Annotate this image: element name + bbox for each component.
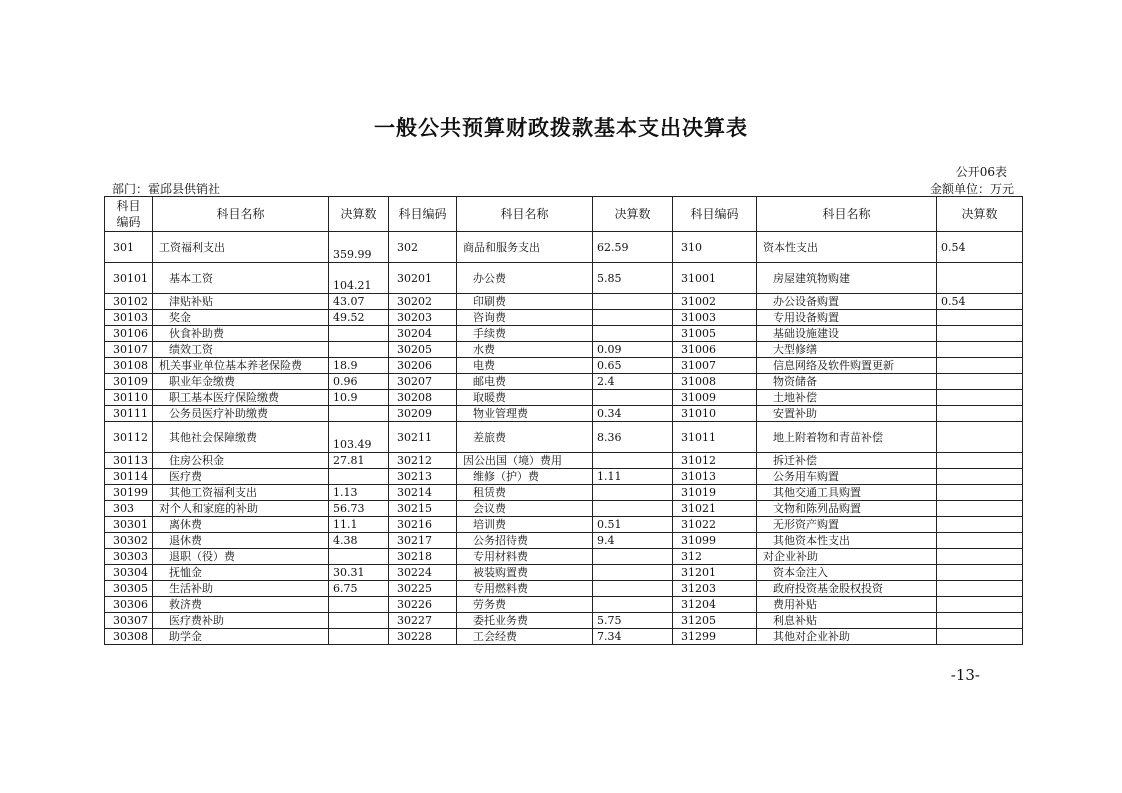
subject-code-cell: 30112 bbox=[105, 422, 153, 453]
subject-name-cell: 退休费 bbox=[153, 533, 329, 549]
amount-cell bbox=[937, 533, 1023, 549]
subject-name-cell: 绩效工资 bbox=[153, 342, 329, 358]
amount-cell bbox=[593, 501, 673, 517]
subject-name-cell: 物资储备 bbox=[757, 374, 937, 390]
amount-cell bbox=[937, 310, 1023, 326]
form-number: 公开06表 bbox=[955, 165, 1007, 179]
subject-name-cell: 公务用车购置 bbox=[757, 469, 937, 485]
page-number: -13- bbox=[950, 666, 980, 684]
amount-cell bbox=[937, 581, 1023, 597]
amount-cell bbox=[329, 406, 389, 422]
page-title: 一般公共预算财政拨款基本支出决算表 bbox=[374, 116, 748, 140]
amount-cell bbox=[937, 517, 1023, 533]
table-row bbox=[105, 310, 1023, 326]
amount-cell: 27.81 bbox=[329, 453, 389, 469]
subject-name-cell: 信息网络及软件购置更新 bbox=[757, 358, 937, 374]
amount-cell: 6.75 bbox=[329, 581, 389, 597]
amount-cell bbox=[593, 294, 673, 310]
subject-name-cell: 利息补贴 bbox=[757, 613, 937, 629]
subject-code-cell: 30211 bbox=[389, 422, 457, 453]
table-row bbox=[105, 390, 1023, 406]
subject-code-cell: 30213 bbox=[389, 469, 457, 485]
subject-name-cell: 物业管理费 bbox=[457, 406, 593, 422]
subject-code-cell: 302 bbox=[389, 232, 457, 263]
subject-name-cell: 安置补助 bbox=[757, 406, 937, 422]
amount-cell bbox=[593, 485, 673, 501]
amount-cell bbox=[329, 597, 389, 613]
subject-name-cell: 离休费 bbox=[153, 517, 329, 533]
subject-name-cell: 工会经费 bbox=[457, 629, 593, 645]
subject-name-cell: 奖金 bbox=[153, 310, 329, 326]
subject-code-cell: 30107 bbox=[105, 342, 153, 358]
subject-code-cell: 31201 bbox=[673, 565, 757, 581]
amount-cell bbox=[329, 549, 389, 565]
subject-code-cell: 31099 bbox=[673, 533, 757, 549]
subject-code-cell: 30304 bbox=[105, 565, 153, 581]
subject-code-cell: 30102 bbox=[105, 294, 153, 310]
amount-cell: 62.59 bbox=[593, 232, 673, 263]
subject-code-cell: 30208 bbox=[389, 390, 457, 406]
amount-cell bbox=[329, 469, 389, 485]
subject-code-cell: 31002 bbox=[673, 294, 757, 310]
subject-name-cell: 大型修缮 bbox=[757, 342, 937, 358]
subject-name-cell: 资本金注入 bbox=[757, 565, 937, 581]
subject-name-cell: 土地补偿 bbox=[757, 390, 937, 406]
amount-cell: 7.34 bbox=[593, 629, 673, 645]
amount-cell bbox=[329, 342, 389, 358]
amount-cell: 103.49 bbox=[329, 422, 389, 453]
subject-code-cell: 31205 bbox=[673, 613, 757, 629]
amount-cell: 359.99 bbox=[329, 232, 389, 263]
subject-code-cell: 301 bbox=[105, 232, 153, 263]
amount-cell bbox=[329, 629, 389, 645]
amount-cell bbox=[937, 406, 1023, 422]
subject-name-cell: 津贴补贴 bbox=[153, 294, 329, 310]
subject-code-cell: 31003 bbox=[673, 310, 757, 326]
table-row bbox=[105, 485, 1023, 501]
subject-name-cell: 印刷费 bbox=[457, 294, 593, 310]
subject-name-cell: 费用补贴 bbox=[757, 597, 937, 613]
subject-code-cell: 30308 bbox=[105, 629, 153, 645]
subject-code-cell: 30218 bbox=[389, 549, 457, 565]
amount-cell: 49.52 bbox=[329, 310, 389, 326]
subject-code-cell: 30103 bbox=[105, 310, 153, 326]
subject-code-cell: 30216 bbox=[389, 517, 457, 533]
header-code-1: 科目 编码 bbox=[105, 197, 153, 232]
header-amount-1: 决算数 bbox=[329, 197, 389, 232]
subject-name-cell: 办公费 bbox=[457, 263, 593, 294]
subject-code-cell: 30203 bbox=[389, 310, 457, 326]
amount-cell: 43.07 bbox=[329, 294, 389, 310]
amount-cell: 1.11 bbox=[593, 469, 673, 485]
header-name-1: 科目名称 bbox=[153, 197, 329, 232]
subject-code-cell: 30217 bbox=[389, 533, 457, 549]
subject-name-cell: 文物和陈列品购置 bbox=[757, 501, 937, 517]
amount-cell: 0.34 bbox=[593, 406, 673, 422]
amount-cell bbox=[937, 629, 1023, 645]
amount-cell: 104.21 bbox=[329, 263, 389, 294]
subject-name-cell: 其他工资福利支出 bbox=[153, 485, 329, 501]
amount-cell: 1.13 bbox=[329, 485, 389, 501]
subject-code-cell: 30305 bbox=[105, 581, 153, 597]
amount-cell: 30.31 bbox=[329, 565, 389, 581]
subject-name-cell: 工资福利支出 bbox=[153, 232, 329, 263]
table-row bbox=[105, 422, 1023, 453]
subject-code-cell: 30202 bbox=[389, 294, 457, 310]
table-row bbox=[105, 597, 1023, 613]
amount-cell bbox=[593, 326, 673, 342]
amount-cell bbox=[937, 358, 1023, 374]
table-row bbox=[105, 501, 1023, 517]
amount-cell bbox=[937, 501, 1023, 517]
subject-name-cell: 商品和服务支出 bbox=[457, 232, 593, 263]
subject-name-cell: 维修（护）费 bbox=[457, 469, 593, 485]
subject-code-cell: 30228 bbox=[389, 629, 457, 645]
subject-code-cell: 31299 bbox=[673, 629, 757, 645]
subject-code-cell: 31021 bbox=[673, 501, 757, 517]
subject-name-cell: 住房公积金 bbox=[153, 453, 329, 469]
subject-code-cell: 31001 bbox=[673, 263, 757, 294]
subject-name-cell: 地上附着物和青苗补偿 bbox=[757, 422, 937, 453]
amount-cell: 5.75 bbox=[593, 613, 673, 629]
subject-code-cell: 30101 bbox=[105, 263, 153, 294]
subject-name-cell: 委托业务费 bbox=[457, 613, 593, 629]
table-row bbox=[105, 517, 1023, 533]
subject-name-cell: 基础设施建设 bbox=[757, 326, 937, 342]
amount-cell bbox=[593, 390, 673, 406]
amount-cell bbox=[937, 342, 1023, 358]
subject-code-cell: 30204 bbox=[389, 326, 457, 342]
subject-name-cell: 机关事业单位基本养老保险费 bbox=[153, 358, 329, 374]
amount-cell bbox=[593, 597, 673, 613]
header-code-2: 科目编码 bbox=[389, 197, 457, 232]
subject-name-cell: 职工基本医疗保险缴费 bbox=[153, 390, 329, 406]
subject-code-cell: 31008 bbox=[673, 374, 757, 390]
amount-cell: 11.1 bbox=[329, 517, 389, 533]
subject-code-cell: 30206 bbox=[389, 358, 457, 374]
amount-cell: 56.73 bbox=[329, 501, 389, 517]
subject-name-cell: 咨询费 bbox=[457, 310, 593, 326]
subject-code-cell: 30307 bbox=[105, 613, 153, 629]
subject-name-cell: 专用材料费 bbox=[457, 549, 593, 565]
table-row bbox=[105, 232, 1023, 263]
subject-code-cell: 31019 bbox=[673, 485, 757, 501]
subject-name-cell: 差旅费 bbox=[457, 422, 593, 453]
subject-code-cell: 30113 bbox=[105, 453, 153, 469]
subject-code-cell: 30227 bbox=[389, 613, 457, 629]
subject-code-cell: 30108 bbox=[105, 358, 153, 374]
subject-code-cell: 30306 bbox=[105, 597, 153, 613]
header-code-3: 科目编码 bbox=[673, 197, 757, 232]
subject-name-cell: 职业年金缴费 bbox=[153, 374, 329, 390]
amount-cell bbox=[937, 485, 1023, 501]
subject-name-cell: 对企业补助 bbox=[757, 549, 937, 565]
table-row bbox=[105, 263, 1023, 294]
amount-cell: 18.9 bbox=[329, 358, 389, 374]
amount-cell bbox=[937, 597, 1023, 613]
amount-cell bbox=[593, 581, 673, 597]
subject-name-cell: 办公设备购置 bbox=[757, 294, 937, 310]
subject-name-cell: 会议费 bbox=[457, 501, 593, 517]
subject-name-cell: 邮电费 bbox=[457, 374, 593, 390]
subject-code-cell: 30110 bbox=[105, 390, 153, 406]
subject-name-cell: 其他资本性支出 bbox=[757, 533, 937, 549]
subject-code-cell: 30111 bbox=[105, 406, 153, 422]
amount-cell: 0.54 bbox=[937, 294, 1023, 310]
subject-name-cell: 其他对企业补助 bbox=[757, 629, 937, 645]
amount-cell bbox=[937, 390, 1023, 406]
amount-cell: 8.36 bbox=[593, 422, 673, 453]
subject-code-cell: 31005 bbox=[673, 326, 757, 342]
subject-code-cell: 310 bbox=[673, 232, 757, 263]
amount-cell bbox=[937, 326, 1023, 342]
subject-code-cell: 312 bbox=[673, 549, 757, 565]
subject-code-cell: 31006 bbox=[673, 342, 757, 358]
department-label: 部门：霍邱县供销社 bbox=[112, 182, 221, 196]
subject-name-cell: 电费 bbox=[457, 358, 593, 374]
subject-name-cell: 对个人和家庭的补助 bbox=[153, 501, 329, 517]
subject-code-cell: 30207 bbox=[389, 374, 457, 390]
table-row bbox=[105, 629, 1023, 645]
subject-name-cell: 公务员医疗补助缴费 bbox=[153, 406, 329, 422]
subject-name-cell: 其他交通工具购置 bbox=[757, 485, 937, 501]
subject-code-cell: 30201 bbox=[389, 263, 457, 294]
subject-name-cell: 救济费 bbox=[153, 597, 329, 613]
amount-cell: 0.96 bbox=[329, 374, 389, 390]
table-row bbox=[105, 581, 1023, 597]
table-row bbox=[105, 374, 1023, 390]
subject-code-cell: 31022 bbox=[673, 517, 757, 533]
subject-code-cell: 31013 bbox=[673, 469, 757, 485]
subject-name-cell: 拆迁补偿 bbox=[757, 453, 937, 469]
amount-cell: 0.51 bbox=[593, 517, 673, 533]
subject-code-cell: 31204 bbox=[673, 597, 757, 613]
amount-cell bbox=[937, 565, 1023, 581]
table-row bbox=[105, 326, 1023, 342]
amount-cell: 9.4 bbox=[593, 533, 673, 549]
subject-code-cell: 30224 bbox=[389, 565, 457, 581]
amount-cell bbox=[937, 469, 1023, 485]
subject-code-cell: 30114 bbox=[105, 469, 153, 485]
subject-name-cell: 其他社会保障缴费 bbox=[153, 422, 329, 453]
subject-name-cell: 专用设备购置 bbox=[757, 310, 937, 326]
table-row bbox=[105, 358, 1023, 374]
amount-cell bbox=[937, 549, 1023, 565]
subject-name-cell: 水费 bbox=[457, 342, 593, 358]
subject-name-cell: 无形资产购置 bbox=[757, 517, 937, 533]
subject-code-cell: 31011 bbox=[673, 422, 757, 453]
subject-name-cell: 因公出国（境）费用 bbox=[457, 453, 593, 469]
expenditure-table bbox=[104, 196, 1023, 645]
subject-name-cell: 医疗费 bbox=[153, 469, 329, 485]
table-row bbox=[105, 533, 1023, 549]
subject-code-cell: 30215 bbox=[389, 501, 457, 517]
subject-name-cell: 专用燃料费 bbox=[457, 581, 593, 597]
amount-cell: 10.9 bbox=[329, 390, 389, 406]
subject-code-cell: 30303 bbox=[105, 549, 153, 565]
amount-cell: 2.4 bbox=[593, 374, 673, 390]
amount-cell bbox=[593, 310, 673, 326]
table-row bbox=[105, 342, 1023, 358]
subject-name-cell: 劳务费 bbox=[457, 597, 593, 613]
subject-name-cell: 政府投资基金股权投资 bbox=[757, 581, 937, 597]
amount-cell bbox=[937, 422, 1023, 453]
amount-cell bbox=[937, 263, 1023, 294]
subject-name-cell: 房屋建筑物购建 bbox=[757, 263, 937, 294]
subject-code-cell: 30106 bbox=[105, 326, 153, 342]
subject-name-cell: 基本工资 bbox=[153, 263, 329, 294]
subject-code-cell: 30225 bbox=[389, 581, 457, 597]
amount-cell bbox=[329, 613, 389, 629]
table-header-row bbox=[105, 197, 1023, 232]
subject-name-cell: 租赁费 bbox=[457, 485, 593, 501]
table-row bbox=[105, 453, 1023, 469]
header-name-2: 科目名称 bbox=[457, 197, 593, 232]
table-row bbox=[105, 549, 1023, 565]
amount-cell bbox=[937, 374, 1023, 390]
subject-code-cell: 30209 bbox=[389, 406, 457, 422]
amount-cell: 0.09 bbox=[593, 342, 673, 358]
subject-name-cell: 医疗费补助 bbox=[153, 613, 329, 629]
subject-name-cell: 伙食补助费 bbox=[153, 326, 329, 342]
subject-name-cell: 取暖费 bbox=[457, 390, 593, 406]
subject-code-cell: 30214 bbox=[389, 485, 457, 501]
table-row bbox=[105, 469, 1023, 485]
header-amount-2: 决算数 bbox=[593, 197, 673, 232]
table-row bbox=[105, 565, 1023, 581]
amount-cell: 5.85 bbox=[593, 263, 673, 294]
subject-name-cell: 公务招待费 bbox=[457, 533, 593, 549]
amount-cell bbox=[593, 565, 673, 581]
subject-code-cell: 31012 bbox=[673, 453, 757, 469]
amount-cell bbox=[593, 453, 673, 469]
subject-code-cell: 31009 bbox=[673, 390, 757, 406]
subject-name-cell: 培训费 bbox=[457, 517, 593, 533]
header-name-3: 科目名称 bbox=[757, 197, 937, 232]
subject-code-cell: 30301 bbox=[105, 517, 153, 533]
table-row bbox=[105, 406, 1023, 422]
subject-name-cell: 退职（役）费 bbox=[153, 549, 329, 565]
subject-code-cell: 30226 bbox=[389, 597, 457, 613]
subject-name-cell: 抚恤金 bbox=[153, 565, 329, 581]
subject-name-cell: 生活补助 bbox=[153, 581, 329, 597]
amount-unit-label: 金额单位：万元 bbox=[929, 182, 1014, 196]
subject-name-cell: 手续费 bbox=[457, 326, 593, 342]
subject-name-cell: 资本性支出 bbox=[757, 232, 937, 263]
subject-code-cell: 30302 bbox=[105, 533, 153, 549]
header-amount-3: 决算数 bbox=[937, 197, 1023, 232]
amount-cell: 4.38 bbox=[329, 533, 389, 549]
amount-cell: 0.54 bbox=[937, 232, 1023, 263]
amount-cell: 0.65 bbox=[593, 358, 673, 374]
subject-code-cell: 30199 bbox=[105, 485, 153, 501]
subject-code-cell: 31203 bbox=[673, 581, 757, 597]
table-row bbox=[105, 613, 1023, 629]
amount-cell bbox=[937, 613, 1023, 629]
amount-cell bbox=[593, 549, 673, 565]
amount-cell bbox=[937, 453, 1023, 469]
subject-code-cell: 30109 bbox=[105, 374, 153, 390]
table-row bbox=[105, 294, 1023, 310]
subject-code-cell: 30205 bbox=[389, 342, 457, 358]
subject-code-cell: 31010 bbox=[673, 406, 757, 422]
amount-cell bbox=[329, 326, 389, 342]
subject-name-cell: 被装购置费 bbox=[457, 565, 593, 581]
subject-code-cell: 30212 bbox=[389, 453, 457, 469]
subject-code-cell: 31007 bbox=[673, 358, 757, 374]
subject-code-cell: 303 bbox=[105, 501, 153, 517]
subject-name-cell: 助学金 bbox=[153, 629, 329, 645]
